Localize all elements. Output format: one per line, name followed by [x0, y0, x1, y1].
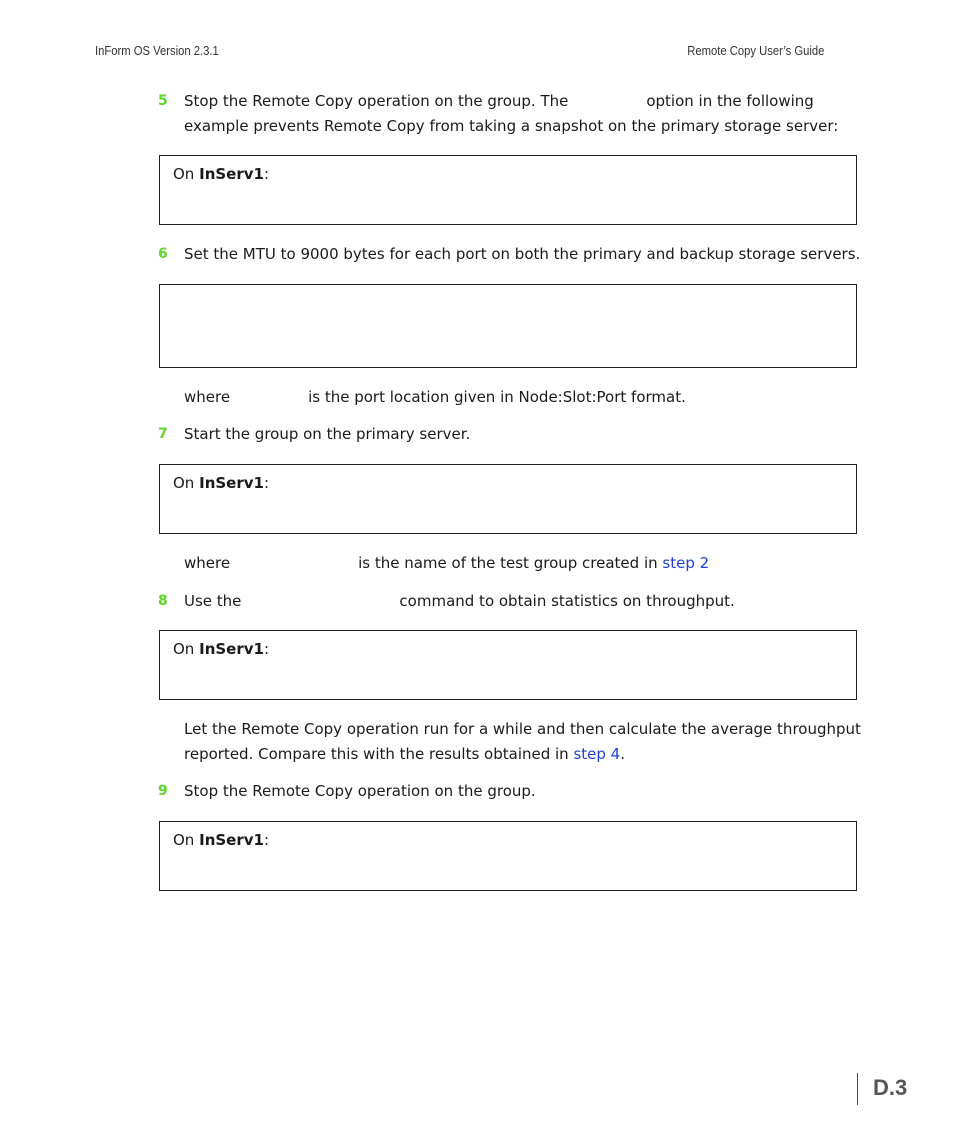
command-box-label: On InServ1:: [173, 165, 270, 183]
step-number: 6: [158, 246, 168, 262]
step-2-link[interactable]: step 2: [662, 554, 710, 572]
step-9-text: Stop the Remote Copy operation on the group.: [184, 782, 536, 800]
command-box-label: On InServ1:: [173, 831, 270, 849]
step-6-where: where is the port location given in Node:Slot:Port format.: [184, 388, 686, 406]
page-number: D.3: [873, 1075, 908, 1100]
step-5-text-b: option in the following: [646, 92, 814, 110]
step-8-followup: Let the Remote Copy operation run for a while and then calculate the average throughput reported. Compare this with the results obtained in step 4.: [184, 720, 861, 763]
command-box: [159, 464, 857, 534]
command-box-label: On InServ1:: [173, 474, 270, 492]
step-number: 7: [158, 426, 168, 442]
step-4-link[interactable]: step 4: [573, 745, 621, 763]
command-box: [159, 155, 857, 225]
step-5-text-a: Stop the Remote Copy operation on the group. The: [184, 92, 569, 110]
header-doc-title: Remote Copy User’s Guide: [686, 44, 824, 58]
command-box: [159, 284, 857, 368]
step-number: 5: [158, 93, 168, 109]
header-doc-version: InForm OS Version 2.3.1: [95, 44, 219, 58]
step-7-where: where is the name of the test group created in step 2: [184, 554, 710, 572]
command-box-label: On InServ1:: [173, 640, 270, 658]
command-box: [159, 630, 857, 700]
command-box: [159, 821, 857, 891]
page-number-divider: [857, 1073, 858, 1105]
step-5-text-c: example prevents Remote Copy from taking a snapshot on the primary storage server:: [184, 117, 839, 135]
step-6-text: Set the MTU to 9000 bytes for each port on both the primary and backup storage servers.: [184, 245, 861, 263]
step-5-text: [184, 89, 838, 139]
step-number: 9: [158, 783, 168, 799]
step-number: 8: [158, 593, 168, 609]
step-7-text: Start the group on the primary server.: [184, 425, 471, 443]
step-8-text: Use the command to obtain statistics on throughput.: [184, 592, 735, 610]
